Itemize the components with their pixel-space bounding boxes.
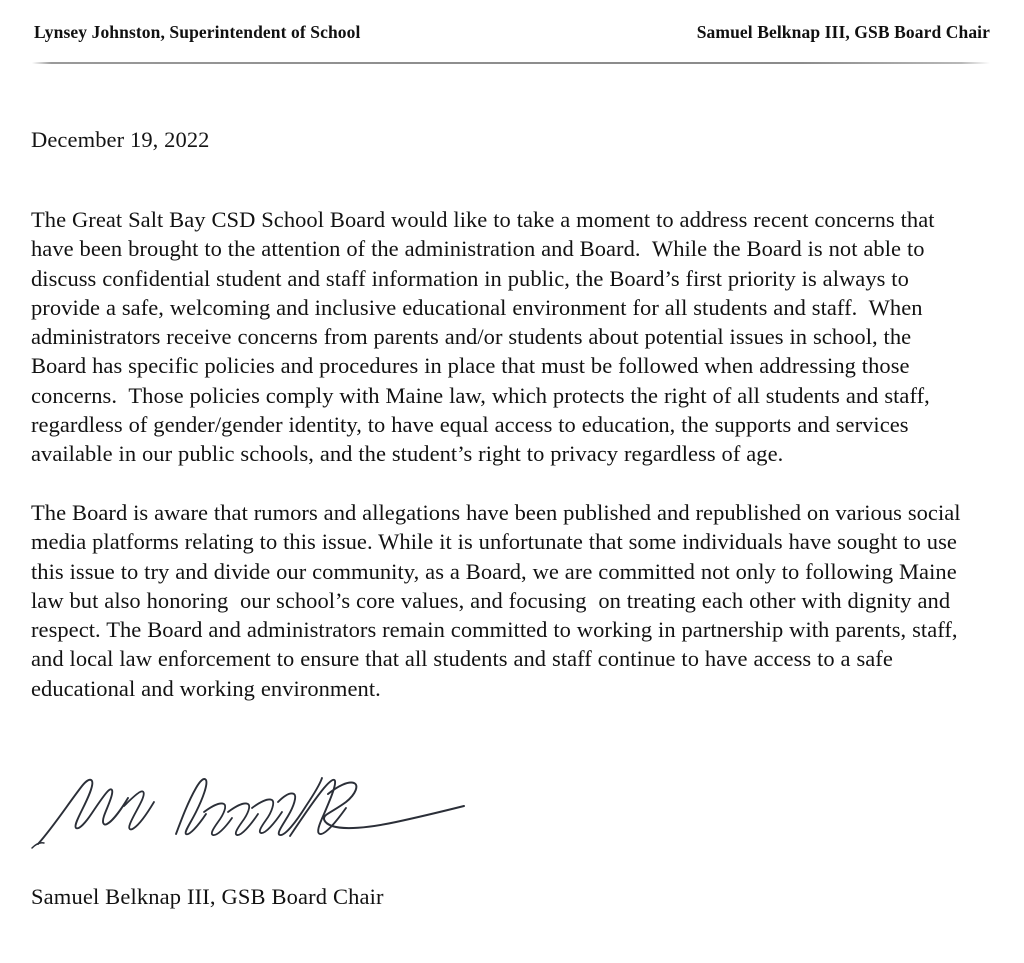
letter-paragraph: The Board is aware that rumors and allegations have been published and republished on various social media platforms relating to this issue. While it is unfortunate that some individuals have sought to use this issue to try and divide our community, as a Board, we are committed not only to following Maine law but also honoring our school’s core values, and focusing on treating each other with dignity and respect. The Board and administrators remain committed to working in partnership with parents, staff, and local law enforcement to ensure that all students and staff continue to have access to a safe educational and working environment. <box>31 499 967 701</box>
letterhead-divider <box>32 62 990 64</box>
letterhead-board-chair-name: Samuel Belknap III, GSB Board Chair <box>696 22 990 42</box>
letter-date: December 19, 2022 <box>31 127 210 152</box>
letter-paragraph: The Great Salt Bay CSD School Board would like to take a moment to address recent concerns that have been brought to the attention of the administration and Board. While the Board is not able to discuss confidential student and staff information in public, the Board’s first priority is always to provide a safe, welcoming and inclusive educational environment for all students and staff. When administrators receive concerns from parents and/or students about potential issues in school, the Board has specific policies and procedures in place that must be followed when addressing those concerns. Those policies comply with Maine law, which protects the right of all students and staff, regardless of gender/gender identity, to have equal access to education, the supports and services available in our public schools, and the student’s right to privacy regardless of age. <box>31 207 941 467</box>
letterhead <box>34 22 992 43</box>
letterhead-superintendent-name: Lynsey Johnston, Superintendent of School <box>34 22 361 42</box>
letter-body <box>31 205 966 703</box>
signature-name: Samuel Belknap III, GSB Board Chair <box>31 884 384 909</box>
signature-icon <box>28 756 488 852</box>
signature-image <box>28 756 488 852</box>
